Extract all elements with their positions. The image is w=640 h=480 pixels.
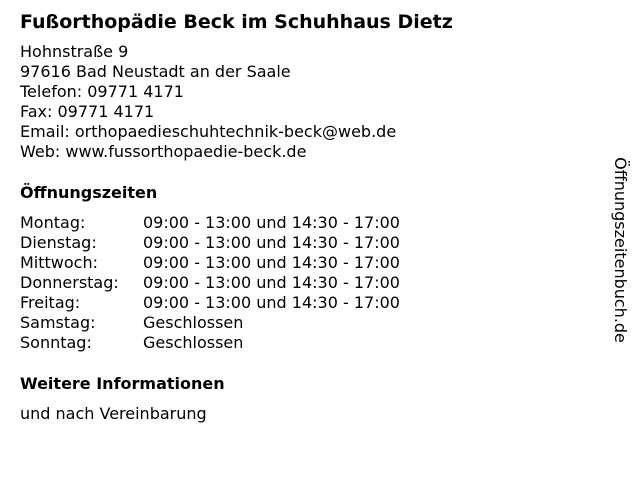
hours-row-sunday	[20, 333, 400, 353]
hours-time: 09:00 - 13:00 und 14:30 - 17:00	[143, 293, 400, 312]
hours-time: 09:00 - 13:00 und 14:30 - 17:00	[143, 253, 400, 272]
hours-row-monday	[20, 213, 400, 233]
opening-hours-table	[20, 213, 400, 353]
hours-day: Donnerstag:	[20, 273, 119, 292]
hours-day: Montag:	[20, 213, 86, 232]
hours-row-tuesday	[20, 233, 400, 253]
fax-line: Fax: 09771 4171	[20, 102, 155, 121]
hours-day: Freitag:	[20, 293, 81, 312]
hours-day: Samstag:	[20, 313, 96, 332]
side-brand	[610, 135, 630, 365]
phone-line: Telefon: 09771 4171	[20, 82, 184, 101]
more-info-heading: Weitere Informationen	[20, 374, 225, 393]
email-line: Email: orthopaedieschuhtechnik-beck@web.de	[20, 122, 397, 141]
side-brand-text: Öffnungszeitenbuch.de	[611, 157, 630, 343]
address-block	[20, 42, 396, 162]
hours-row-thursday	[20, 273, 400, 293]
hours-time: 09:00 - 13:00 und 14:30 - 17:00	[143, 273, 400, 292]
hours-time: 09:00 - 13:00 und 14:30 - 17:00	[143, 213, 400, 232]
hours-row-friday	[20, 293, 400, 313]
more-info-text: und nach Vereinbarung	[20, 404, 207, 423]
hours-day: Mittwoch:	[20, 253, 98, 272]
hours-row-saturday	[20, 313, 400, 333]
business-title: Fußorthopädie Beck im Schuhhaus Dietz	[20, 11, 453, 33]
hours-time: 09:00 - 13:00 und 14:30 - 17:00	[143, 233, 400, 252]
web-line: Web: www.fussorthopaedie-beck.de	[20, 142, 307, 161]
hours-day: Dienstag:	[20, 233, 97, 252]
hours-time: Geschlossen	[143, 333, 244, 352]
hours-time: Geschlossen	[143, 313, 244, 332]
opening-hours-heading: Öffnungszeiten	[20, 183, 158, 202]
address-street: Hohnstraße 9	[20, 42, 129, 61]
address-city: 97616 Bad Neustadt an der Saale	[20, 62, 291, 81]
hours-row-wednesday	[20, 253, 400, 273]
hours-day: Sonntag:	[20, 333, 92, 352]
